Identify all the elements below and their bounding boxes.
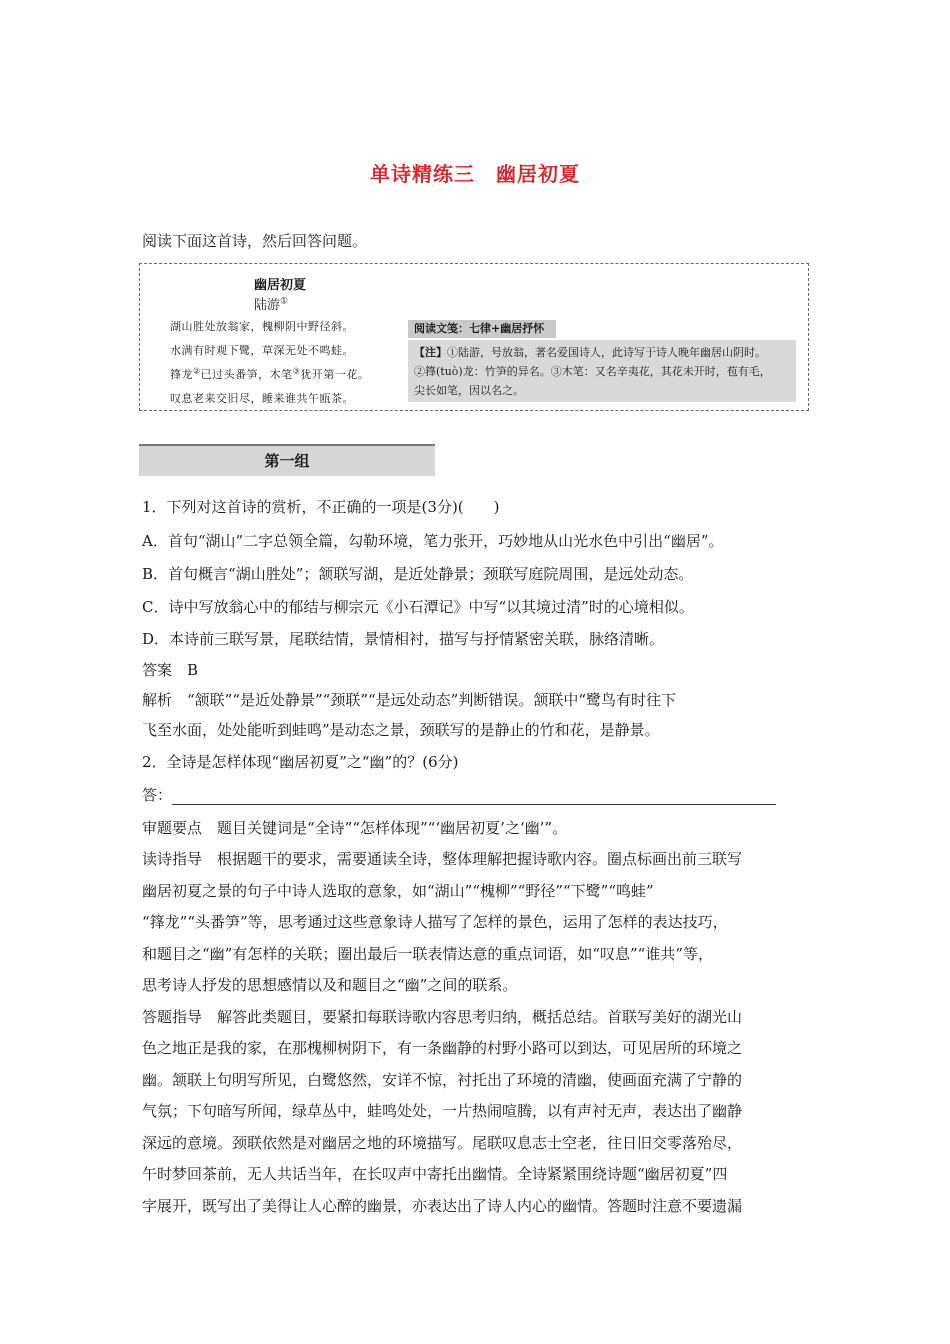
paragraph-line: 深远的意境。颈联依然是对幽居之地的环境描写。尾联叹息志士空老，往日旧交零落殆尽， [142,1134,743,1152]
poem-line: 湖山胜处放翁家，槐柳阴中野径斜。 [170,320,354,333]
answer-line: 答案 B [142,661,199,679]
note-line: ①陆游，号放翁，著名爱国诗人，此诗写于诗人晚年幽居山阴时。 [447,346,766,359]
note-tag: 阅读文笺：七律+幽居抒怀 [408,320,556,338]
option-b: B．首句概言“湖山胜处”；颔联写湖，是近处静景；颈联写庭院周围，是远处动态。 [142,565,694,583]
paragraph-line: “箨龙”“头番笋”等，思考通过这些意象诗人描写了怎样的景色，运用了怎样的表达技巧， [142,913,728,931]
poem-line: 水满有时观下鹭，草深无处不鸣蛙。 [170,344,354,357]
paragraph-line: 读诗指导 根据题干的要求，需要通读全诗，整体理解把握诗歌内容。圈点标画出前三联写 [142,850,743,868]
note-line: ②箨(tuò)龙：竹笋的异名。③木笔：又名辛夷花，其花未开时，苞有毛， [414,365,771,378]
answer-blank[interactable] [172,790,776,805]
note-line: 尖长如笔，因以名之。 [414,384,524,397]
intro-text: 阅读下面这首诗，然后回答问题。 [142,232,368,250]
paragraph-line: 答题指导 解答此类题目，要紧扣每联诗歌内容思考归纳，概括总结。首联写美好的湖光山 [142,1008,743,1026]
question-1: 1．下列对这首诗的赏析，不正确的一项是(3分)( ) [142,498,500,516]
paragraph-line: 思考诗人抒发的思想感情以及和题目之“幽”之间的联系。 [142,976,518,994]
poem-title: 幽居初夏 [254,278,307,293]
paragraph-line: 审题要点 题目关键词是“全诗”“怎样体现”“‘幽居初夏’之‘幽’”。 [142,819,568,837]
paragraph-line: 和题目之“幽”有怎样的关联；圈出最后一联表情达意的重点词语，如“叹息”“谁共”等， [142,945,714,963]
page-title: 单诗精练三 幽居初夏 [370,162,580,186]
option-c: C．诗中写放翁心中的郁结与柳宗元《小石潭记》中写“以其境过清”时的心境相似。 [142,598,694,616]
paragraph-line: 幽。颔联上句明写所见，白鹭悠然，安详不惊，衬托出了环境的清幽，使画面充满了宁静的 [142,1071,743,1089]
section-header: 第一组 [139,444,435,476]
paragraph-line: 午时梦回茶前，无人共话当年，在长叹声中寄托出幽情。全诗紧紧围绕诗题“幽居初夏”四 [142,1165,728,1183]
annotation-box [408,340,796,402]
question-2: 2．全诗是怎样体现“幽居初夏”之“幽”的？(6分) [142,753,459,771]
poem-line: 叹息老来交旧尽，睡来谁共午瓯茶。 [170,392,354,405]
poem-author: 陆游① [254,296,289,313]
option-a: A．首句“湖山”二字总领全篇，勾勒环境，笔力张开，巧妙地从山光水色中引出“幽居”。 [142,532,724,550]
paragraph-line: 色之地正是我的家，在那槐柳树阴下，有一条幽静的村野小路可以到达，可见居所的环境之 [142,1039,743,1057]
paragraph-line: 气氛；下句暗写所闻，绿草丛中，蛙鸣处处，一片热闹喧腾，以有声衬无声，表达出了幽静 [142,1102,743,1120]
explanation-line: 飞至水面，处处能听到蛙鸣”是动态之景，颈联写的是静止的竹和花，是静景。 [142,721,660,739]
note-label: 【注】 [414,346,447,359]
answer-field[interactable]: 答： [142,784,776,805]
paragraph-line: 字展开，既写出了美得让人心醉的幽景，亦表达出了诗人内心的幽情。答题时注意不要遗漏 [142,1197,743,1215]
option-d: D．本诗前三联写景，尾联结情，景情相衬，描写与抒情紧密关联，脉络清晰。 [142,630,665,648]
poem-line: 箨龙②已过头番笋，木笔③犹开第一花。 [170,366,370,381]
paragraph-line: 幽居初夏之景的句子中诗人选取的意象，如“湖山”“槐柳”“野径”“下鹭”“鸣蛙” [142,882,654,900]
explanation-line: 解析 “颔联”“是近处静景”“颈联”“是远处动态”判断错误。颔联中“鹭鸟有时往下 [142,691,677,709]
